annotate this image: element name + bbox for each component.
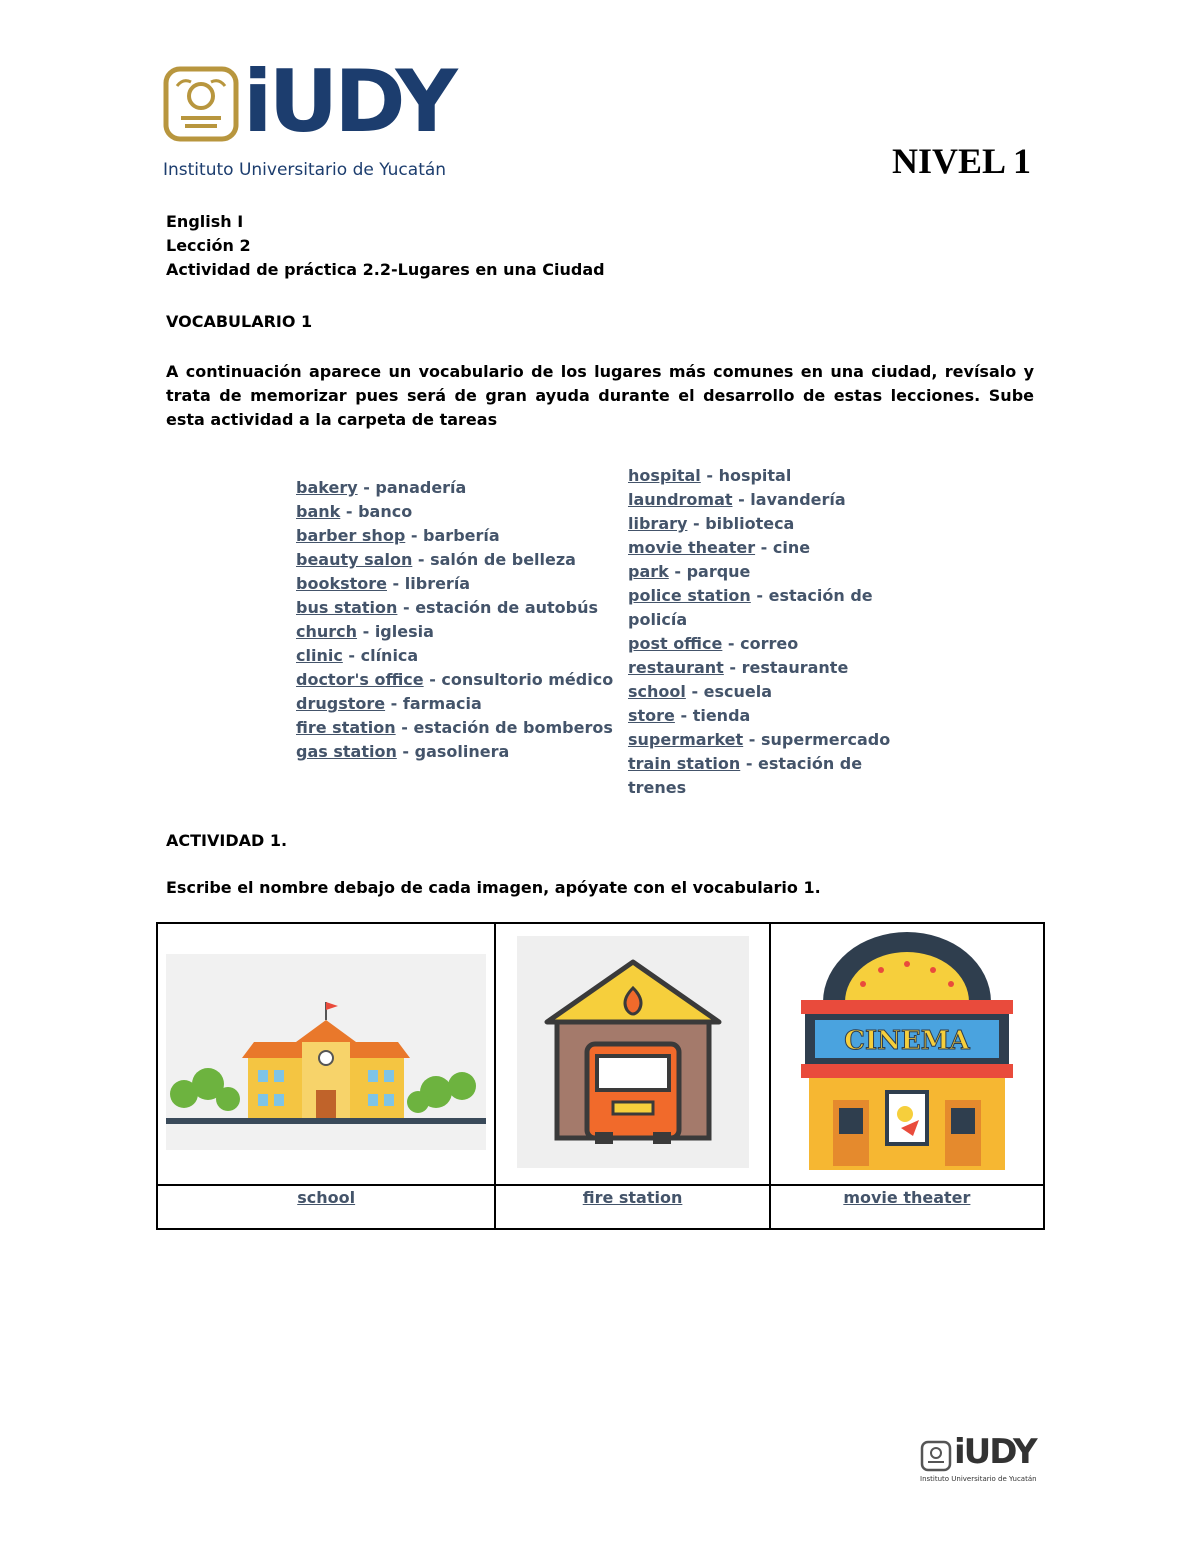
vocab-separator: - (750, 586, 769, 605)
vocab-separator: - (687, 514, 706, 533)
vocab-translation: gasolinera (414, 742, 510, 761)
logo-subtitle: Instituto Universitario de Yucatán (163, 160, 447, 180)
vocab-term-link[interactable]: movie theater (628, 538, 756, 557)
vocab-separator: - (755, 538, 773, 557)
vocab-translation: biblioteca (705, 514, 795, 533)
vocab-item (296, 620, 616, 644)
vocab-separator: - (385, 694, 403, 713)
vocab-translation: hospital (718, 466, 792, 485)
vocab-translation: estación de bomberos (413, 718, 613, 737)
vocab-separator: - (685, 682, 704, 701)
vocab-separator: - (723, 658, 742, 677)
vocab-item (628, 728, 918, 752)
vocab-translation: estación de trenes (628, 754, 863, 797)
vocab-separator: - (722, 634, 741, 653)
vocab-separator: - (412, 550, 431, 569)
vocab-item (296, 692, 616, 716)
vocab-term-link[interactable]: barber shop (296, 526, 406, 545)
vocab-translation: restaurante (741, 658, 849, 677)
vocab-translation: farmacia (402, 694, 482, 713)
vocab-item (628, 536, 918, 560)
vocab-separator: - (423, 670, 442, 689)
activity-instruction: Escribe el nombre debajo de cada imagen, apóyate con el vocabulario 1. (166, 878, 821, 897)
vocab-item (296, 476, 616, 500)
vocab-term-link[interactable]: restaurant (628, 658, 724, 677)
image-cell-school (157, 923, 495, 1185)
vocab-separator: - (340, 502, 359, 521)
logo-wordmark: iUDY (243, 52, 454, 152)
vocab-translation: escuela (703, 682, 773, 701)
fire-station-icon (517, 936, 749, 1168)
lesson-name: Lección 2 (166, 236, 251, 255)
vocab-term-link[interactable]: beauty salon (296, 550, 413, 569)
vocab-separator: - (395, 718, 414, 737)
cinema-sign-text: CINEMA (844, 1026, 970, 1056)
vocab-term-link[interactable]: fire station (296, 718, 396, 737)
footer-logo-subtitle: Instituto Universitario de Yucatán (920, 1475, 1037, 1483)
vocab-item (296, 596, 616, 620)
vocab-separator: - (743, 730, 761, 749)
vocab-term-link[interactable]: bookstore (296, 574, 387, 593)
vocab-item (296, 716, 616, 740)
vocab-item (628, 560, 918, 584)
vocab-item (628, 704, 918, 728)
iudy-emblem-icon (163, 66, 239, 142)
vocab-separator: - (357, 478, 376, 497)
vocab-translation: supermercado (760, 730, 891, 749)
vocab-translation: librería (404, 574, 471, 593)
answer-fire-station: fire station (582, 1188, 683, 1207)
level-title: NIVEL 1 (892, 141, 1032, 181)
vocab-translation: banco (358, 502, 413, 521)
vocab-separator: - (668, 562, 687, 581)
vocab-item (296, 500, 616, 524)
vocab-separator: - (386, 574, 405, 593)
vocab-translation: panadería (375, 478, 467, 497)
vocab-item (296, 668, 616, 692)
vocab-translation: cine (772, 538, 811, 557)
vocab-separator: - (357, 622, 375, 641)
vocab-translation: estación de policía (628, 586, 873, 629)
vocab-item (628, 464, 918, 488)
vocab-translation: clínica (360, 646, 419, 665)
vocab-separator: - (397, 598, 416, 617)
vocab-term-link[interactable]: bus station (296, 598, 398, 617)
vocab-term-link[interactable]: post office (628, 634, 723, 653)
answer-cell-2[interactable] (495, 1185, 769, 1229)
vocab-item (296, 572, 616, 596)
vocab-separator: - (342, 646, 361, 665)
vocab-item (628, 752, 918, 800)
answer-movie-theater: movie theater (843, 1188, 971, 1207)
vocab-term-link[interactable]: church (296, 622, 358, 641)
footer-emblem-icon (920, 1440, 952, 1472)
vocab-separator: - (740, 754, 759, 773)
vocab-term-link[interactable]: drugstore (296, 694, 386, 713)
vocab-term-link[interactable]: school (628, 682, 686, 701)
vocab-translation: correo (740, 634, 799, 653)
course-name: English I (166, 212, 244, 231)
vocab-term-link[interactable]: hospital (628, 466, 701, 485)
vocab-item (296, 524, 616, 548)
vocab-term-link[interactable]: bank (296, 502, 341, 521)
vocab-term-link[interactable]: library (628, 514, 688, 533)
answer-cell-3[interactable] (770, 1185, 1044, 1229)
vocab-separator: - (396, 742, 415, 761)
vocab-term-link[interactable]: park (628, 562, 669, 581)
vocab-separator: - (674, 706, 693, 725)
vocab-translation: parque (686, 562, 751, 581)
vocab-term-link[interactable]: supermarket (628, 730, 744, 749)
activity-name: Actividad de práctica 2.2-Lugares en una Ciudad (166, 260, 605, 279)
vocab-list-right (628, 464, 918, 800)
vocab-term-link[interactable]: clinic (296, 646, 343, 665)
vocab-translation: salón de belleza (430, 550, 576, 569)
vocab-list-left (296, 476, 616, 764)
vocab-term-link[interactable]: gas station (296, 742, 397, 761)
vocab-item (628, 632, 918, 656)
vocab-separator: - (405, 526, 424, 545)
vocab-term-link[interactable]: train station (628, 754, 741, 773)
vocab-item (296, 740, 616, 764)
activity-title: ACTIVIDAD 1. (166, 831, 288, 850)
vocab-item (628, 512, 918, 536)
vocab-translation: estación de autobús (415, 598, 599, 617)
intro-paragraph: A continuación aparece un vocabulario de los lugares más comunes en una ciudad, revísalo y trata de memorizar pues será de gran ayuda durante el desarrollo de estas lecciones. Sube esta actividad a la carpeta de tareas (166, 362, 1034, 429)
vocab-item (628, 680, 918, 704)
vocab-translation: iglesia (374, 622, 434, 641)
activity-table (156, 922, 1045, 1230)
vocab-title: VOCABULARIO 1 (166, 312, 313, 331)
vocab-item (628, 584, 918, 632)
vocab-separator: - (700, 466, 719, 485)
vocab-translation: tienda (692, 706, 751, 725)
vocab-term-link[interactable]: police station (628, 586, 751, 605)
vocab-item (628, 488, 918, 512)
vocab-term-link[interactable]: bakery (296, 478, 358, 497)
vocab-separator: - (732, 490, 751, 509)
answer-school: school (297, 1188, 356, 1207)
footer-logo (920, 1432, 1040, 1488)
vocab-item (628, 656, 918, 680)
header-logo (163, 52, 454, 182)
vocab-translation: lavandería (750, 490, 846, 509)
image-cell-fire-station (495, 923, 769, 1185)
vocab-item (296, 548, 616, 572)
vocab-term-link[interactable]: doctor's office (296, 670, 424, 689)
school-building-icon (166, 954, 486, 1150)
vocab-item (296, 644, 616, 668)
vocab-term-link[interactable]: store (628, 706, 675, 725)
footer-logo-wordmark: iUDY (954, 1432, 1036, 1472)
cinema-building-icon (793, 932, 1021, 1172)
vocab-translation: consultorio médico (441, 670, 614, 689)
vocab-term-link[interactable]: laundromat (628, 490, 733, 509)
answer-cell-1[interactable] (157, 1185, 495, 1229)
image-cell-movie-theater (770, 923, 1044, 1185)
vocab-translation: barbería (423, 526, 500, 545)
